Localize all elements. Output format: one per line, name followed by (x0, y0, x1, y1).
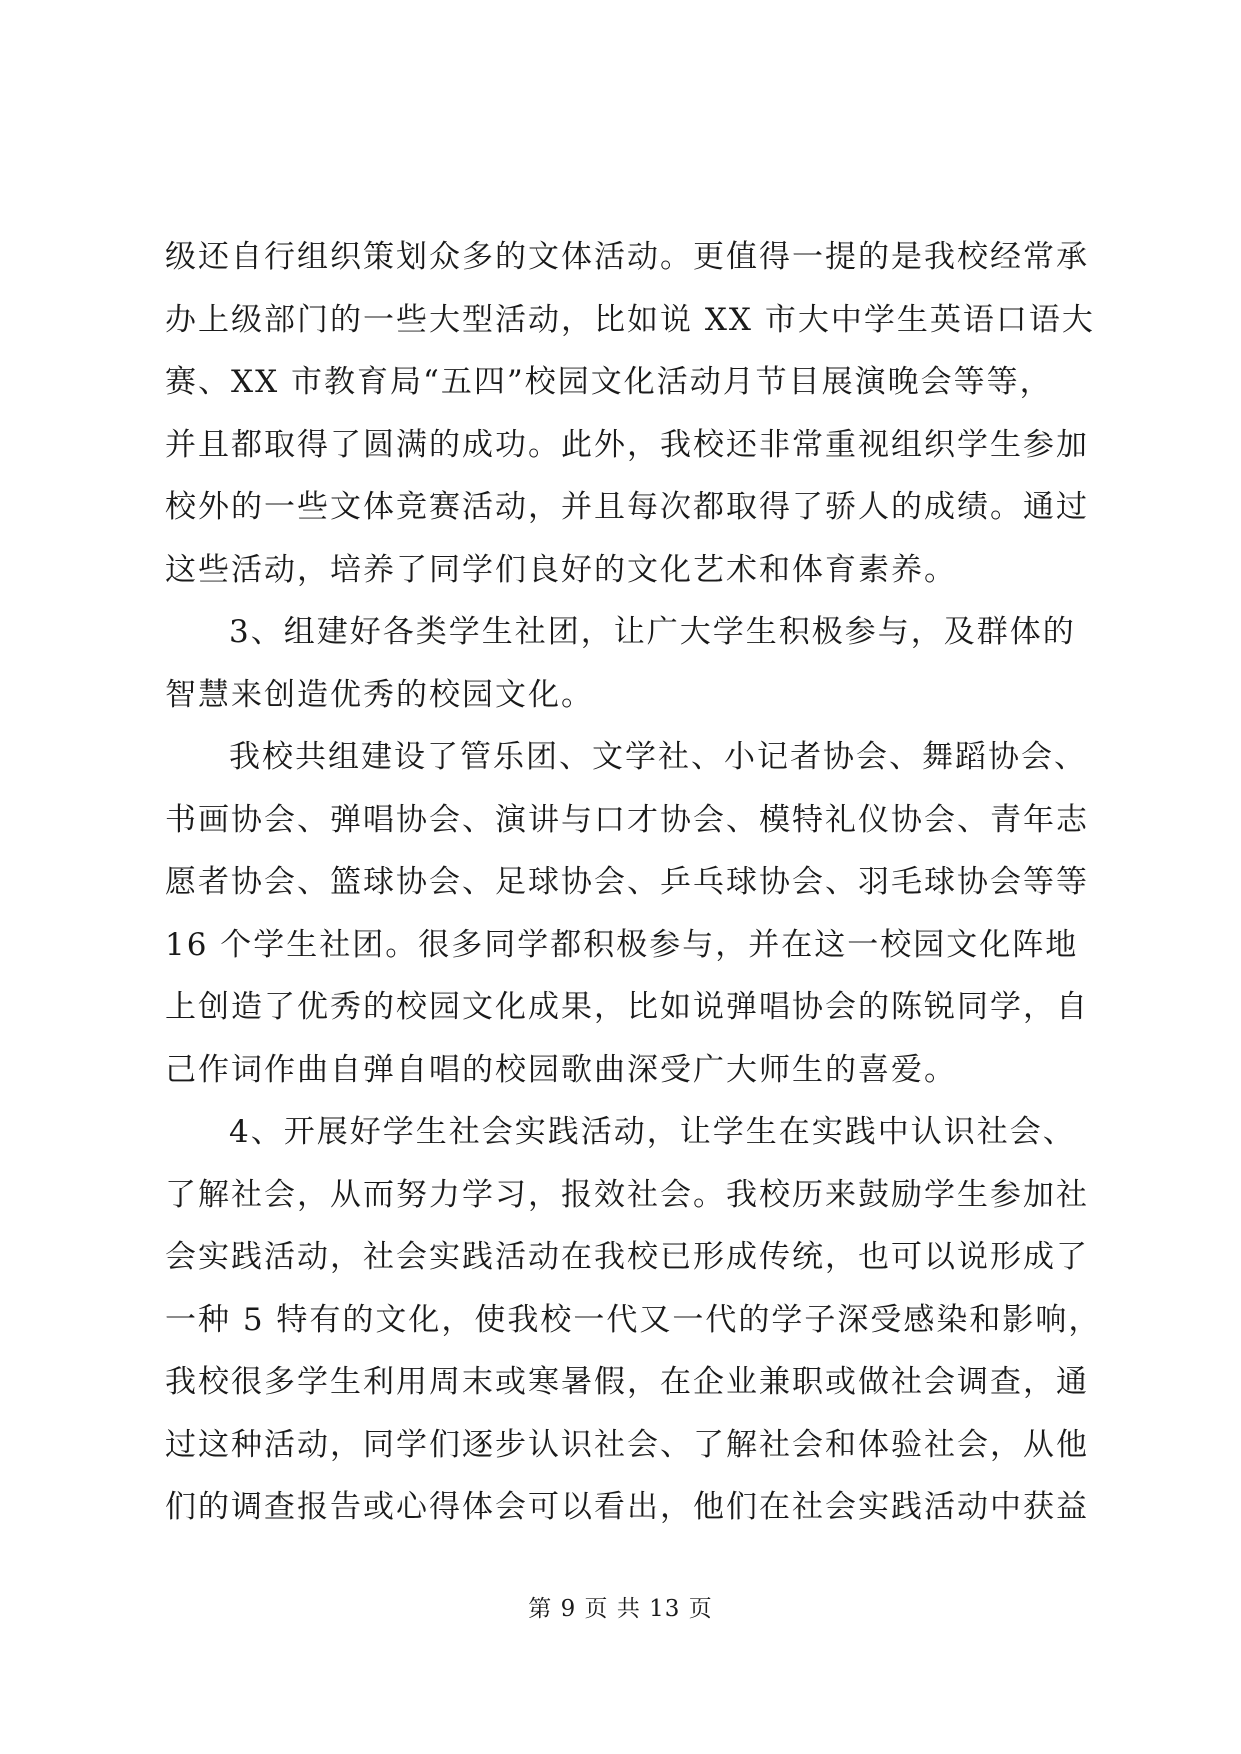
text-line: 我校共组建设了管乐团、文学社、小记者协会、舞蹈协会、 (229, 739, 1087, 775)
text-line: 愿者协会、篮球协会、足球协会、乒乓球协会、羽毛球协会等等 (165, 864, 1089, 900)
text-line: 己作词作曲自弹自唱的校园歌曲深受广大师生的喜爱。 (165, 1051, 957, 1088)
text-line: 校外的一些文体竞赛活动，并且每次都取得了骄人的成绩。通过 (165, 489, 1089, 525)
text-line: 这些活动，培养了同学们良好的文化艺术和体育素养。 (165, 551, 957, 588)
text-line: 3、组建好各类学生社团，让广大学生积极参与，及群体的 (229, 614, 1076, 650)
text-line: 我校很多学生利用周末或寒暑假，在企业兼职或做社会调查，通 (165, 1364, 1089, 1400)
page-footer: 第 9 页 共 13 页 (528, 1596, 713, 1622)
text-line: 书画协会、弹唱协会、演讲与口才协会、模特礼仪协会、青年志 (165, 801, 1089, 838)
text-line: 一种 5 特有的文化，使我校一代又一代的学子深受感染和影响， (165, 1301, 1102, 1338)
text-line: 智慧来创造优秀的校园文化。 (165, 676, 594, 713)
text-line: 办上级部门的一些大型活动，比如说 XX 市大中学生英语口语大 (165, 301, 1095, 338)
text-line: 会实践活动，社会实践活动在我校已形成传统，也可以说形成了 (165, 1239, 1089, 1275)
text-line: 级还自行组织策划众多的文体活动。更值得一提的是我校经常承 (165, 239, 1089, 275)
document-body (165, 226, 1102, 1539)
text-line: 4、开展好学生社会实践活动，让学生在实践中认识社会、 (229, 1114, 1076, 1150)
text-line: 上创造了优秀的校园文化成果，比如说弹唱协会的陈锐同学，自 (165, 989, 1089, 1025)
text-line: 了解社会，从而努力学习，报效社会。我校历来鼓励学生参加社 (165, 1176, 1089, 1213)
text-line: 并且都取得了圆满的成功。此外，我校还非常重视组织学生参加 (165, 426, 1089, 463)
text-line: 16 个学生社团。很多同学都积极参与，并在这一校园文化阵地 (165, 926, 1079, 963)
text-line: 过这种活动，同学们逐步认识社会、了解社会和体验社会，从他 (165, 1426, 1089, 1463)
text-line: 赛、XX 市教育局“五四”校园文化活动月节目展演晚会等等， (165, 364, 1053, 400)
text-line: 们的调查报告或心得体会可以看出，他们在社会实践活动中获益 (165, 1489, 1089, 1525)
